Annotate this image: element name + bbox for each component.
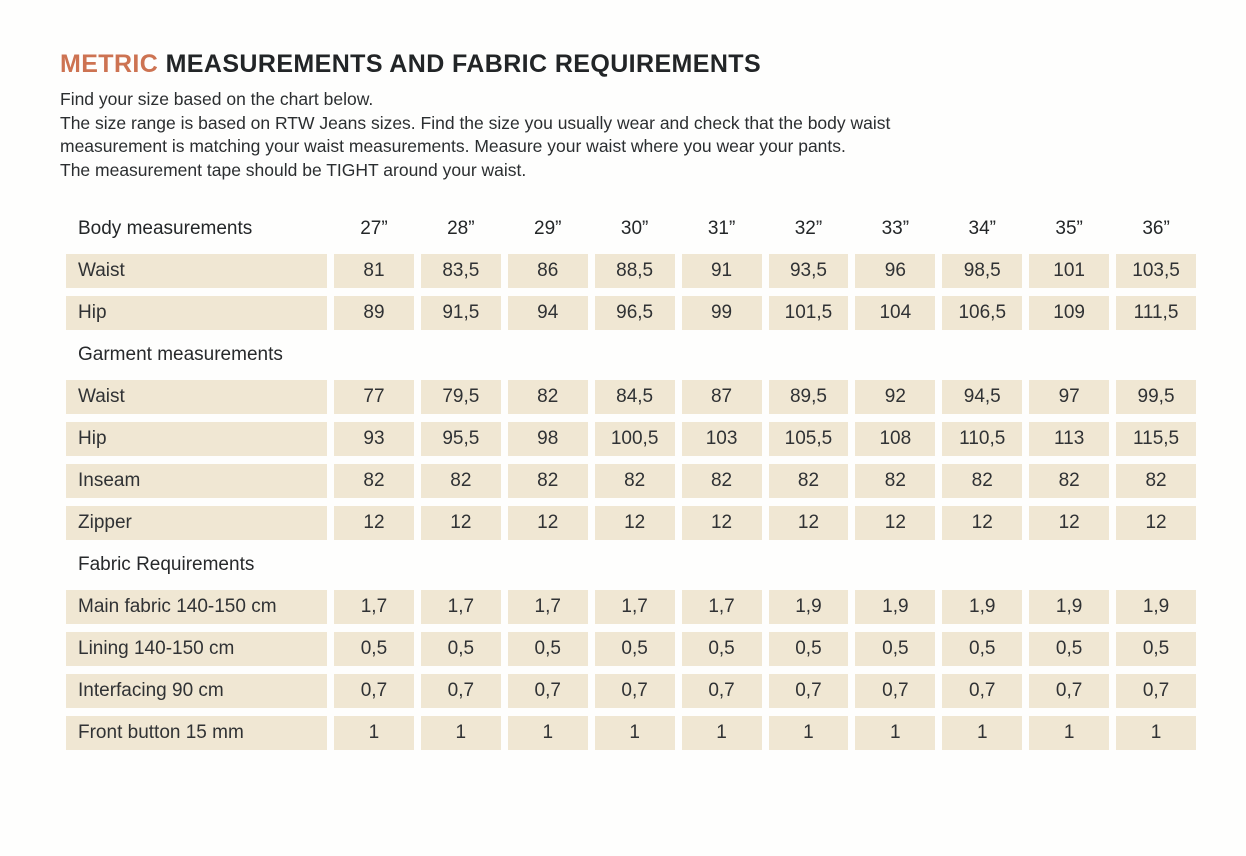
value-cell: 99 (682, 296, 762, 330)
value-cell: 1 (769, 716, 849, 750)
value-cell: 106,5 (942, 296, 1022, 330)
value-cell: 83,5 (421, 254, 501, 288)
value-cell: 12 (1116, 506, 1196, 540)
row-label: Interfacing 90 cm (66, 674, 327, 708)
value-cell: 82 (334, 464, 414, 498)
value-cell: 1 (421, 716, 501, 750)
value-cell: 79,5 (421, 380, 501, 414)
value-cell: 108 (855, 422, 935, 456)
value-cell: 0,5 (942, 632, 1022, 666)
intro-line: The size range is based on RTW Jeans sizes. Find the size you usually wear and check that the body waist (60, 112, 891, 133)
value-cell: 12 (855, 506, 935, 540)
value-cell: 91 (682, 254, 762, 288)
value-cell: 105,5 (769, 422, 849, 456)
page-title (60, 50, 1196, 79)
value-cell: 91,5 (421, 296, 501, 330)
value-cell: 87 (682, 380, 762, 414)
value-cell: 1 (855, 716, 935, 750)
size-column-header: 35” (1055, 218, 1083, 239)
row-label: Inseam (66, 464, 327, 498)
value-cell: 12 (421, 506, 501, 540)
value-cell: 113 (1029, 422, 1109, 456)
value-cell: 0,7 (1116, 674, 1196, 708)
value-cell: 81 (334, 254, 414, 288)
value-cell: 1,9 (942, 590, 1022, 624)
value-cell: 1,9 (1029, 590, 1109, 624)
section-title: Fabric Requirements (78, 554, 255, 575)
value-cell: 1,7 (421, 590, 501, 624)
value-cell: 1 (682, 716, 762, 750)
value-cell: 101 (1029, 254, 1109, 288)
value-cell: 94 (508, 296, 588, 330)
value-cell: 104 (855, 296, 935, 330)
row-label: Waist (66, 380, 327, 414)
table-row (66, 506, 1196, 540)
value-cell: 101,5 (769, 296, 849, 330)
size-column-header: 29” (534, 218, 562, 239)
page-title-accent: METRIC (60, 50, 159, 78)
table-header-label: Body measurements (78, 218, 253, 239)
value-cell: 12 (942, 506, 1022, 540)
value-cell: 0,7 (942, 674, 1022, 708)
table-row (66, 590, 1196, 624)
row-label: Main fabric 140-150 cm (66, 590, 327, 624)
row-label: Hip (66, 296, 327, 330)
value-cell: 12 (595, 506, 675, 540)
value-cell: 93 (334, 422, 414, 456)
value-cell: 1 (1116, 716, 1196, 750)
value-cell: 88,5 (595, 254, 675, 288)
value-cell: 0,7 (595, 674, 675, 708)
size-column-header: 36” (1142, 218, 1170, 239)
value-cell: 82 (1116, 464, 1196, 498)
value-cell: 98 (508, 422, 588, 456)
value-cell: 12 (508, 506, 588, 540)
value-cell: 1,9 (769, 590, 849, 624)
value-cell: 82 (942, 464, 1022, 498)
size-table (66, 212, 1196, 750)
value-cell: 96,5 (595, 296, 675, 330)
value-cell: 98,5 (942, 254, 1022, 288)
table-row (66, 632, 1196, 666)
size-column-header: 28” (447, 218, 475, 239)
value-cell: 12 (334, 506, 414, 540)
row-label: Waist (66, 254, 327, 288)
value-cell: 0,5 (334, 632, 414, 666)
value-cell: 94,5 (942, 380, 1022, 414)
value-cell: 1 (334, 716, 414, 750)
table-row (66, 422, 1196, 456)
value-cell: 86 (508, 254, 588, 288)
value-cell: 12 (1029, 506, 1109, 540)
value-cell: 0,5 (1029, 632, 1109, 666)
value-cell: 97 (1029, 380, 1109, 414)
value-cell: 1 (595, 716, 675, 750)
value-cell: 89,5 (769, 380, 849, 414)
value-cell: 0,5 (682, 632, 762, 666)
value-cell: 0,7 (334, 674, 414, 708)
value-cell: 0,5 (1116, 632, 1196, 666)
value-cell: 12 (769, 506, 849, 540)
value-cell: 115,5 (1116, 422, 1196, 456)
value-cell: 93,5 (769, 254, 849, 288)
value-cell: 0,7 (769, 674, 849, 708)
intro-line: measurement is matching your waist measurements. Measure your waist where you wear your pants. (60, 136, 846, 156)
size-column-header: 33” (881, 218, 910, 239)
value-cell: 0,7 (508, 674, 588, 708)
value-cell: 0,7 (421, 674, 501, 708)
value-cell: 103 (682, 422, 762, 456)
value-cell: 1 (942, 716, 1022, 750)
table-row (66, 674, 1196, 708)
value-cell: 0,7 (682, 674, 762, 708)
value-cell: 1,7 (508, 590, 588, 624)
value-cell: 82 (682, 464, 762, 498)
intro-text (60, 88, 1196, 182)
row-label: Hip (66, 422, 327, 456)
table-row (66, 254, 1196, 288)
value-cell: 82 (1029, 464, 1109, 498)
value-cell: 1,9 (1116, 590, 1196, 624)
value-cell: 82 (769, 464, 849, 498)
value-cell: 1,7 (334, 590, 414, 624)
row-label: Lining 140-150 cm (66, 632, 327, 666)
value-cell: 1,7 (682, 590, 762, 624)
value-cell: 1 (1029, 716, 1109, 750)
value-cell: 111,5 (1116, 296, 1196, 330)
table-row (66, 296, 1196, 330)
value-cell: 1 (508, 716, 588, 750)
size-column-header: 34” (968, 218, 996, 239)
value-cell: 96 (855, 254, 935, 288)
value-cell: 95,5 (421, 422, 501, 456)
value-cell: 82 (595, 464, 675, 498)
page-header (60, 50, 1196, 182)
value-cell: 1,9 (855, 590, 935, 624)
row-label: Front button 15 mm (66, 716, 327, 750)
value-cell: 0,5 (595, 632, 675, 666)
value-cell: 0,5 (769, 632, 849, 666)
value-cell: 0,5 (508, 632, 588, 666)
table-header-row (66, 212, 1196, 246)
value-cell: 12 (682, 506, 762, 540)
value-cell: 0,7 (855, 674, 935, 708)
table-row (66, 380, 1196, 414)
value-cell: 1,7 (595, 590, 675, 624)
value-cell: 82 (421, 464, 501, 498)
value-cell: 84,5 (595, 380, 675, 414)
size-column-header: 27” (360, 218, 388, 239)
value-cell: 100,5 (595, 422, 675, 456)
value-cell: 99,5 (1116, 380, 1196, 414)
table-row (66, 464, 1196, 498)
size-column-header: 32” (794, 218, 823, 239)
value-cell: 109 (1029, 296, 1109, 330)
page-title-rest: MEASUREMENTS AND FABRIC REQUIREMENTS (158, 50, 762, 78)
value-cell: 77 (334, 380, 414, 414)
row-label: Zipper (66, 506, 327, 540)
intro-line: The measurement tape should be TIGHT around your waist. (60, 159, 527, 180)
value-cell: 0,5 (855, 632, 935, 666)
section-title: Garment measurements (78, 344, 283, 365)
value-cell: 103,5 (1116, 254, 1196, 288)
value-cell: 82 (508, 464, 588, 498)
value-cell: 82 (508, 380, 588, 414)
table-row (66, 716, 1196, 750)
intro-line: Find your size based on the chart below. (60, 89, 374, 109)
value-cell: 0,7 (1029, 674, 1109, 708)
value-cell: 0,5 (421, 632, 501, 666)
value-cell: 82 (855, 464, 935, 498)
value-cell: 92 (855, 380, 935, 414)
size-column-header: 30” (620, 218, 649, 239)
value-cell: 110,5 (942, 422, 1022, 456)
size-column-header: 31” (707, 218, 736, 239)
value-cell: 89 (334, 296, 414, 330)
